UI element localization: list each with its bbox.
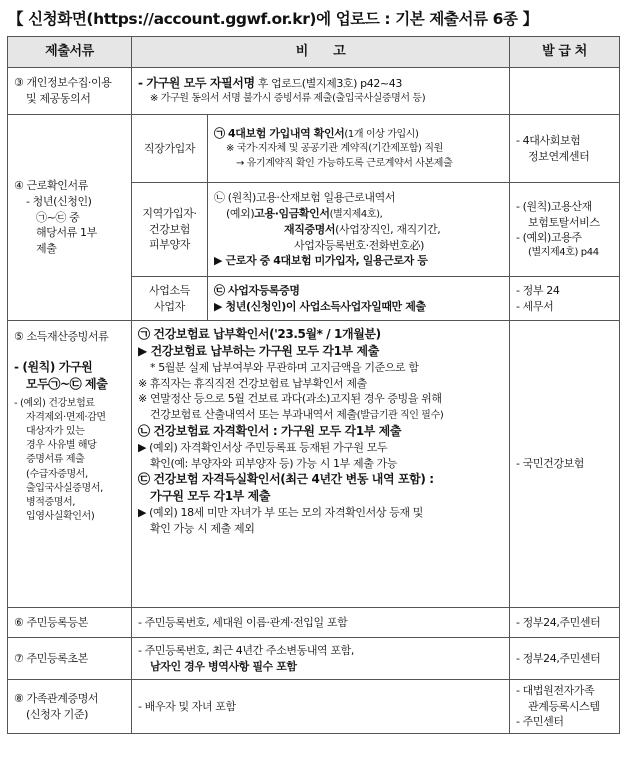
note-employee-insured: ㉠ 4대보험 가입내역 확인서(1개 이상 가입시) ※ 국가·지자체 및 공공기관 계약직(기간제포함) 직원 → 유기계약직 확인 가능하도록 근로계약서 사본제출 — [208, 115, 510, 183]
issuer-income-asset-proof: - 국민건강보험 — [510, 321, 620, 608]
note-resident-register-copy: - 주민등록번호, 세대원 이름·관계·전입일 포함 — [132, 608, 510, 638]
table-row — [8, 321, 620, 608]
issuer-resident-register-abstract: - 정부24,주민센터 — [510, 638, 620, 680]
table-row — [8, 608, 620, 638]
doc-privacy-consent: ③ 개인정보수집·이용 및 제공동의서 — [8, 68, 132, 115]
issuer-resident-register-copy: - 정부24,주민센터 — [510, 608, 620, 638]
doc-income-asset-proof: ⑤ 소득재산증빙서류 - (원칙) 가구원 모두㉠~㉢ 제출 - (예외) 건강보험료 자격제외·면제·감면 대상자가 있는 경우 사유별 해당 증명서류 제출 (수급자증명서, 출입국사실증명서, 병적증명서, 입영사실확인서) — [8, 321, 132, 608]
note-resident-register-abstract: - 주민등록번호, 최근 4년간 주소변동내역 포함, 남자인 경우 병역사항 필수 포함 — [132, 638, 510, 680]
submission-documents-table — [7, 36, 620, 734]
issuer-regional-insured: - (원칙)고용산재 보험토탈서비스 - (예외)고용주 (별지제4호) p44 — [510, 183, 620, 277]
issuer-family-relation-certificate: - 대법원전자가족 관계등록시스템 - 주민센터 — [510, 680, 620, 734]
table-header-row — [8, 37, 620, 68]
subtype-employee-insured: 직장가입자 — [132, 115, 208, 183]
note-income-asset-proof: ㉠ 건강보험료 납부확인서('23.5월* / 1개월분) ▶ 건강보험료 납부하는 가구원 모두 각1부 제출 * 5월분 실제 납부여부와 무관하며 고지금액을 기준으로 함 ※ 휴직자는 휴직직전 건강보험료 납부확인서 제출 ※ 연말정산 등으로 5월 건보료 과다(과소)고지된 경우 증빙을 위해 건강보험료 산출내역서 또는 부과내역서 제출(발급기관 직인 필수) ㉡ 건강보험료 자격확인서 : 가구원 모두 각1부 제출 ▶ (예외) 자격확인서상 주민등록표 등재된 가구원 모두 확인(예: 부양자와 피부양자 등) 가능 시 1부 제출 가능 ㉢ 건강보험 자격득실확인서(최근 4년간 변동 내역 포함) : 가구원 모두 각1부 제출 ▶ (예외) 18세 미만 자녀가 부 또는 모의 자격확인서상 등재 및 확인 가능 시 제출 제외 — [132, 321, 510, 608]
note-business-owner: ㉢ 사업자등록증명 ▶ 청년(신청인)이 사업소득사업자일때만 제출 — [208, 277, 510, 321]
subtype-regional-insured: 지역가입자· 건강보험 피부양자 — [132, 183, 208, 277]
note-privacy-consent: - 가구원 모두 자필서명 후 업로드(별지제3호) p42~43 ※ 가구원 동의서 서명 불가시 증빙서류 제출(출입국사실증명서 등) — [132, 68, 510, 115]
issuer-business-owner: - 정부 24 - 세무서 — [510, 277, 620, 321]
doc-resident-register-abstract: ⑦ 주민등록초본 — [8, 638, 132, 680]
header-issuer: 발 급 처 — [510, 37, 620, 68]
header-remarks: 비 고 — [132, 37, 510, 68]
issuer-privacy-consent — [510, 68, 620, 115]
note-family-relation-certificate: - 배우자 및 자녀 포함 — [132, 680, 510, 734]
subtype-business-owner: 사업소득 사업자 — [132, 277, 208, 321]
header-documents: 제출서류 — [8, 37, 132, 68]
table-row — [8, 68, 620, 115]
note-regional-insured: ㉡ (원칙)고용·산재보험 일용근로내역서 (예외)고용·임금확인서(별지제4호), 재직증명서(사업장직인, 재직기간, 사업자등록번호·전화번호必) ▶ 근로자 중 4대보험 미가입자, 일용근로자 등 — [208, 183, 510, 277]
doc-family-relation-certificate: ⑧ 가족관계증명서 (신청자 기준) — [8, 680, 132, 734]
doc-employment-proof: ④ 근로확인서류 - 청년(신청인) ㉠~㉢ 중 해당서류 1부 제출 — [8, 115, 132, 321]
table-row — [8, 115, 620, 183]
doc-resident-register-copy: ⑥ 주민등록등본 — [8, 608, 132, 638]
issuer-employee-insured: - 4대사회보험 정보연계센터 — [510, 115, 620, 183]
table-row — [8, 638, 620, 680]
page-title: 【 신청화면(https://account.ggwf.or.kr)에 업로드 : 기본 제출서류 6종 】 — [8, 10, 538, 28]
table-row — [8, 680, 620, 734]
